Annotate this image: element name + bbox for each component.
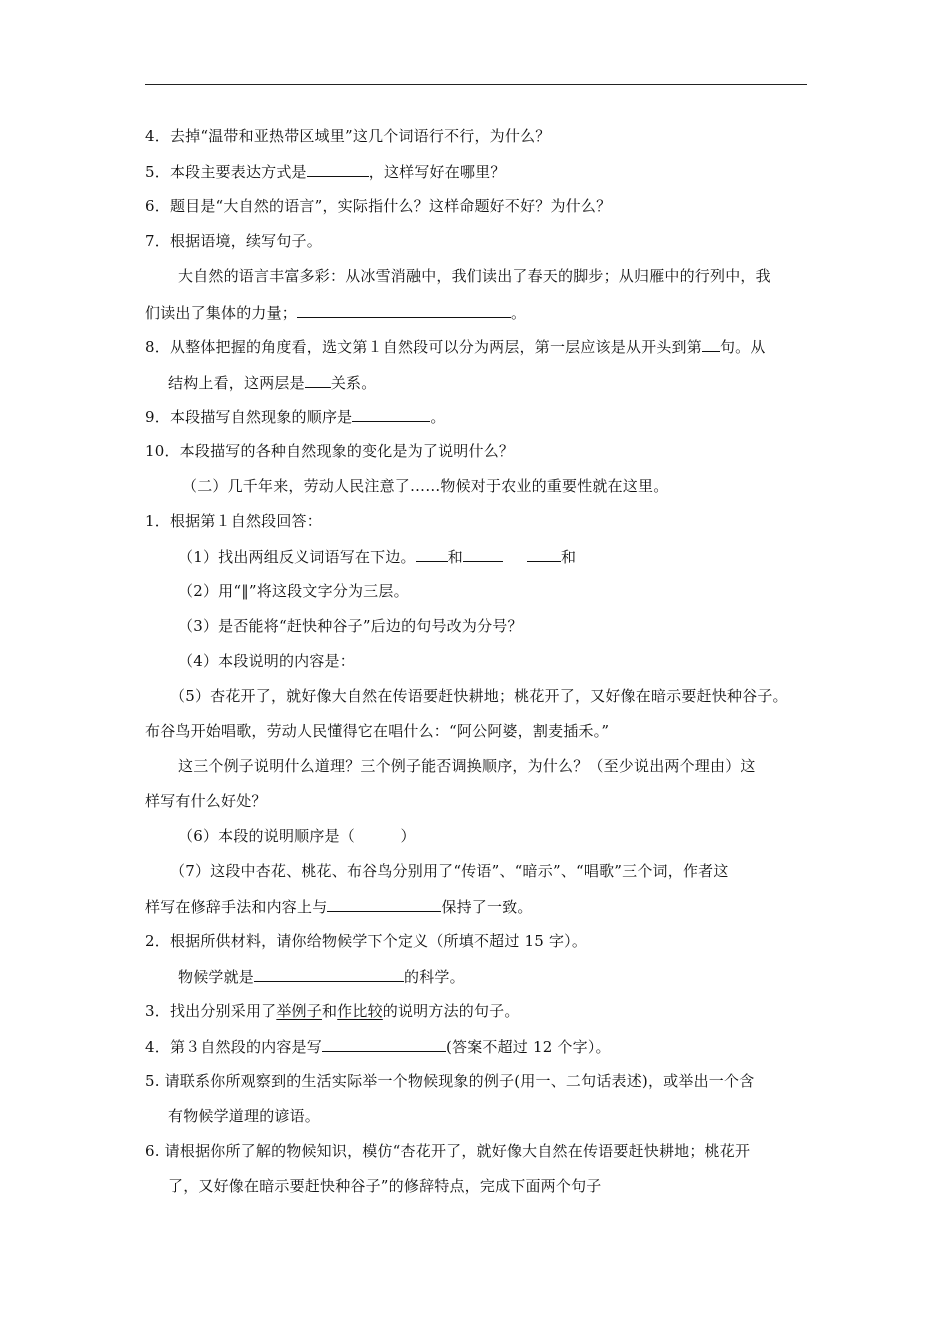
s2-question-4: 4．第３自然段的内容是写 (答案不超过 12 个字）。 <box>145 1038 611 1056</box>
section-2-heading: （二）几千年来，劳动人民注意了……物候对于农业的重要性就在这里。 <box>182 477 669 495</box>
answer-blank[interactable] <box>327 896 441 912</box>
answer-blank[interactable] <box>254 966 404 982</box>
underlined-term: 作比较 <box>337 1002 383 1020</box>
header-rule <box>145 84 807 85</box>
s2-question-6: 6. 请根据你所了解的物候知识，模仿“杏花开了，就好像大自然在传语要赶快耕地；桃花开 <box>145 1142 751 1160</box>
s2-question-3: 3．找出分别采用了举例子和作比较的说明方法的句子。 <box>145 1002 520 1020</box>
question-10: 10．本段描写的各种自然现象的变化是为了说明什么？ <box>145 442 515 460</box>
answer-blank[interactable] <box>352 406 430 422</box>
question-5: 5．本段主要表达方式是 ，这样写好在哪里？ <box>145 163 506 181</box>
question-8: 8．从整体把握的角度看，选文第１自然段可以分为两层，第一层应该是从开头到第 句。从 <box>145 338 766 356</box>
question-4: 4．去掉“温带和亚热带区域里”这几个词语行不行，为什么？ <box>145 127 551 145</box>
question-7-text: 大自然的语言丰富多彩：从冰雪消融中，我们读出了春天的脚步；从归雁中的行列中，我 <box>178 267 771 285</box>
s2-question-1-5-prompt: 这三个例子说明什么道理？三个例子能否调换顺序，为什么？（至少说出两个理由）这 <box>178 757 756 775</box>
answer-blank[interactable] <box>527 546 561 562</box>
answer-blank[interactable] <box>322 1036 446 1052</box>
s2-question-1: 1．根据第１自然段回答： <box>145 512 322 530</box>
s2-question-5: 5. 请联系你所观察到的生活实际举一个物候现象的例子(用一、二句话表述)，或举出一个含 <box>145 1072 755 1090</box>
question-8-cont: 结构上看，这两层是 关系。 <box>168 374 377 392</box>
s2-question-1-1: （1）找出两组反义词语写在下边。 和 和 <box>178 548 577 566</box>
s2-question-2-answer: 物候学就是 的科学。 <box>178 968 465 986</box>
s2-question-1-6: （6）本段的说明顺序是（ ） <box>178 827 416 845</box>
s2-question-1-5: （5）杏花开了，就好像大自然在传语要赶快耕地；桃花开了，又好像在暗示要赶快种谷子。 <box>170 687 788 705</box>
question-9: 9．本段描写自然现象的顺序是 。 <box>145 408 446 426</box>
answer-blank[interactable] <box>305 372 331 388</box>
s2-question-1-5-prompt-cont: 样写有什么好处？ <box>145 792 267 810</box>
s2-question-1-2: （2）用“‖”将这段文字分为三层。 <box>178 582 409 600</box>
s2-question-6-cont: 了，又好像在暗示要赶快种谷子”的修辞特点，完成下面两个句子 <box>168 1177 602 1195</box>
s2-question-5-cont: 有物候学道理的谚语。 <box>168 1107 321 1125</box>
s2-question-2: 2．根据所供材料，请你给物候学下个定义（所填不超过 15 字）。 <box>145 932 588 950</box>
answer-blank[interactable] <box>463 546 503 562</box>
question-6: 6．题目是“大自然的语言”，实际指什么？这样命题好不好？为什么？ <box>145 197 612 215</box>
underlined-term: 举例子 <box>276 1002 322 1020</box>
answer-blank[interactable] <box>702 336 720 352</box>
s2-question-1-7: （7）这段中杏花、桃花、布谷鸟分别用了“传语”、“暗示”、“唱歌”三个词，作者这 <box>170 862 729 880</box>
s2-question-1-3: （3）是否能将“赶快种谷子”后边的句号改为分号？ <box>178 617 523 635</box>
s2-question-1-4: （4）本段说明的内容是： <box>178 652 355 670</box>
answer-blank[interactable] <box>307 161 369 177</box>
s2-question-1-5-cont: 布谷鸟开始唱歌，劳动人民懂得它在唱什么：“阿公阿婆，割麦插禾。” <box>145 722 610 740</box>
question-7-text-cont: 们读出了集体的力量； 。 <box>145 304 527 322</box>
answer-blank[interactable] <box>297 302 511 318</box>
question-7: 7．根据语境，续写句子。 <box>145 232 322 250</box>
s2-question-1-7-cont: 样写在修辞手法和内容上与 保持了一致。 <box>145 898 533 916</box>
answer-blank[interactable] <box>416 546 448 562</box>
